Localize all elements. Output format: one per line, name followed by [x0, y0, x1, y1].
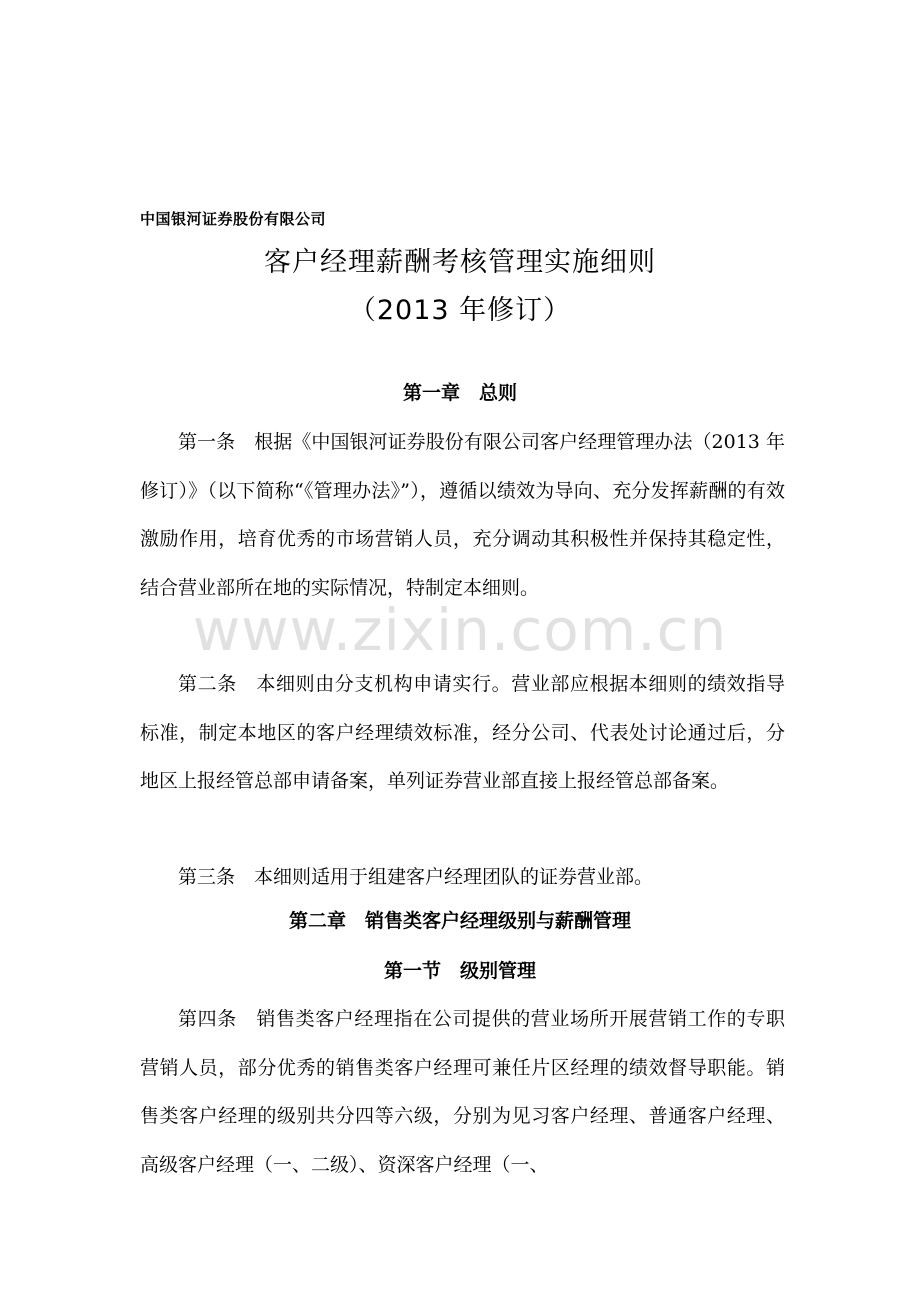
article-1: 第一条 根据《中国银河证券股份有限公司客户经理管理办法（2013 年修订）》（以下简称“《管理办法》”），遵循以绩效为导向、充分发挥薪酬的有效激励作用，培育优秀的市场营销人员，充分调动其积极性并保持其稳定性，结合营业部所在地的实际情况，特制定本细则。	[140, 431, 785, 599]
document-subtitle: （2013 年修订）	[348, 295, 572, 326]
chapter-1-heading: 第一章 总则	[402, 382, 517, 404]
document-title: 客户经理薪酬考核管理实施细则	[264, 247, 656, 278]
article-2: 第二条 本细则由分支机构申请实行。营业部应根据本细则的绩效指导标准，制定本地区的客户经理绩效标准，经分公司、代表处讨论通过后，分地区上报经管总部申请备案，单列证券营业部直接上报经管总部备案。	[140, 673, 785, 792]
chapter-2-heading: 第二章 销售类客户经理级别与薪酬管理	[288, 910, 631, 932]
article-3: 第三条 本细则适用于组建客户经理团队的证券营业部。	[178, 866, 654, 888]
article-4: 第四条 销售类客户经理指在公司提供的营业场所开展营销工作的专职营销人员，部分优秀的销售类客户经理可兼任片区经理的绩效督导职能。销售类客户经理的级别共分四等六级，分别为见习客户经理、普通客户经理、高级客户经理（一、二级）、资深客户经理（一、	[140, 1008, 785, 1176]
company-name: 中国银河证券股份有限公司	[140, 210, 327, 228]
section-1-heading: 第一节 级别管理	[383, 960, 536, 982]
watermark: www.zixin.com.cn	[192, 596, 728, 664]
